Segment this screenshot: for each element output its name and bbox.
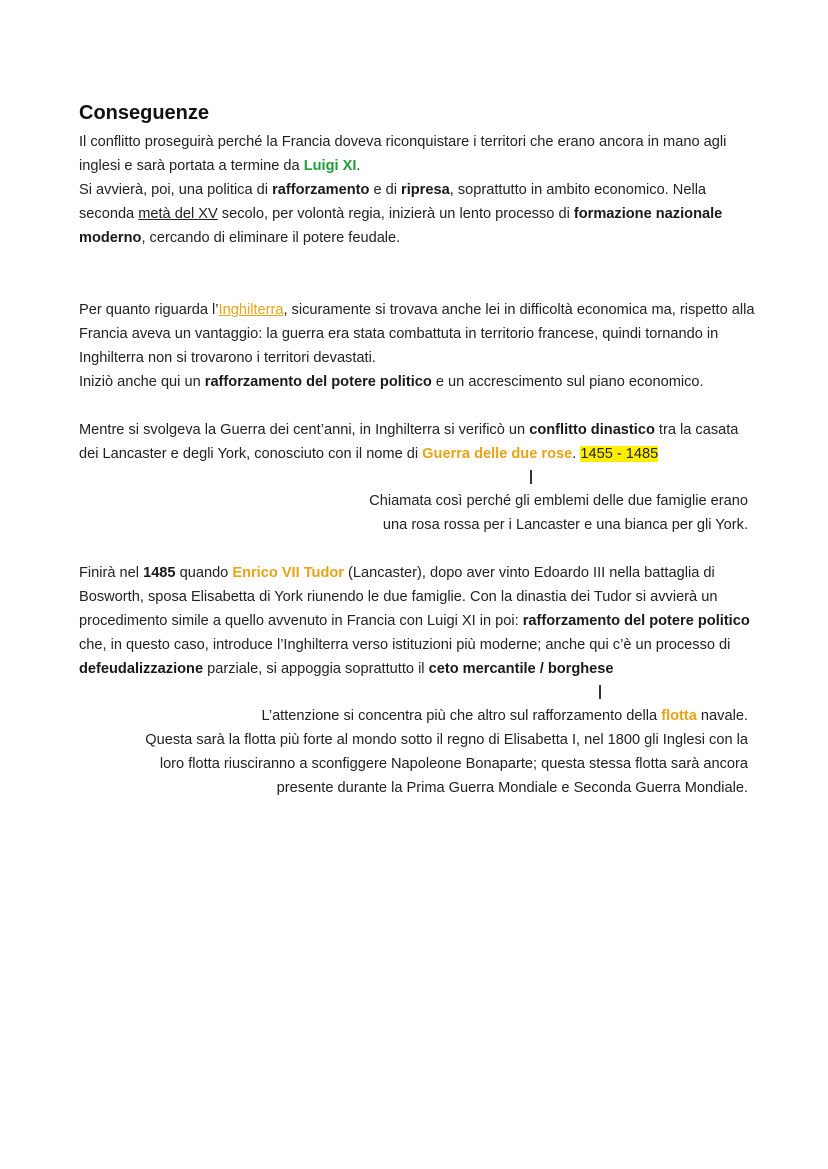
section-heading: Conseguenze — [79, 102, 210, 124]
connector-line — [599, 685, 601, 699]
flotta-highlight: flotta — [661, 708, 697, 724]
paragraph-4: Iniziò anche qui un rafforzamento del potere politico e un accrescimento sul piano economico. — [79, 374, 704, 390]
date-highlight: 1455 - 1485 — [580, 446, 659, 462]
luigi-xi-highlight: Luigi XI — [303, 158, 357, 174]
guerra-due-rose-highlight: Guerra delle due rose — [422, 446, 573, 462]
paragraph-2: Si avvierà, poi, una politica di rafforzamento e di ripresa, soprattutto in ambito economico. Nella seconda metà del XV secolo, per volontà regia, inizierà un lento processo di formazione nazionale moderno, cercando di eliminare il potere feudale. — [79, 182, 723, 246]
note-flotta: L’attenzione si concentra più che altro sul rafforzamento della flotta navale. Questa sarà la flotta più forte al mondo sotto il regno di Elisabetta I, nel 1800 gli Inglesi con la loro flotta riusciranno a sconfiggere Napoleone Bonaparte; questa stessa flotta sarà ancora presente durante la Prima Guerra Mondiale e Seconda Guerra Mondiale. — [145, 708, 748, 796]
inghilterra-link[interactable]: Inghilterra — [218, 302, 284, 318]
note-due-rose: Chiamata così perché gli emblemi delle due famiglie erano una rosa rossa per i Lancaster e una bianca per gli York. — [369, 493, 748, 533]
connector-line — [530, 470, 532, 484]
paragraph-5: Mentre si svolgeva la Guerra dei cent’anni, in Inghilterra si verificò un conflitto dinastico tra la casata dei Lancaster e degli York, conosciuto con il nome di Guerra delle due rose. 1455 - 1485 — [79, 422, 739, 462]
paragraph-due-rose — [79, 418, 759, 466]
paragraph-tudor — [79, 561, 759, 681]
enrico-vii-highlight: Enrico VII Tudor — [232, 565, 344, 581]
paragraph-inghilterra — [79, 298, 759, 394]
paragraph-3: Per quanto riguarda l’Inghilterra, sicuramente si trovava anche lei in difficoltà economica ma, rispetto alla Francia aveva un vantaggio: la guerra era stata combattuta in territorio francese, quindi tornando in Inghilterra non si trovarono i territori devastati. — [79, 302, 755, 366]
meta-xv-underlined: metà del XV — [138, 206, 218, 222]
paragraph-conseguenze — [79, 130, 759, 250]
paragraph-1: Il conflitto proseguirà perché la Francia doveva riconquistare i territori che erano ancora in mano agli inglesi e sarà portata a termine da Luigi XI. — [79, 134, 727, 174]
paragraph-6: Finirà nel 1485 quando Enrico VII Tudor (Lancaster), dopo aver vinto Edoardo III nella battaglia di Bosworth, sposa Elisabetta di York riunendo le due famiglie. Con la dinastia dei Tudor si avvierà un procedimento simile a quello avvenuto in Francia con Luigi XI in poi: rafforzamento del potere politico che, in questo caso, introduce l’Inghilterra verso istituzioni più moderne; anche qui c’è un processo di defeudalizzazione parziale, si appoggia soprattutto il ceto mercantile / borghese — [79, 565, 750, 677]
